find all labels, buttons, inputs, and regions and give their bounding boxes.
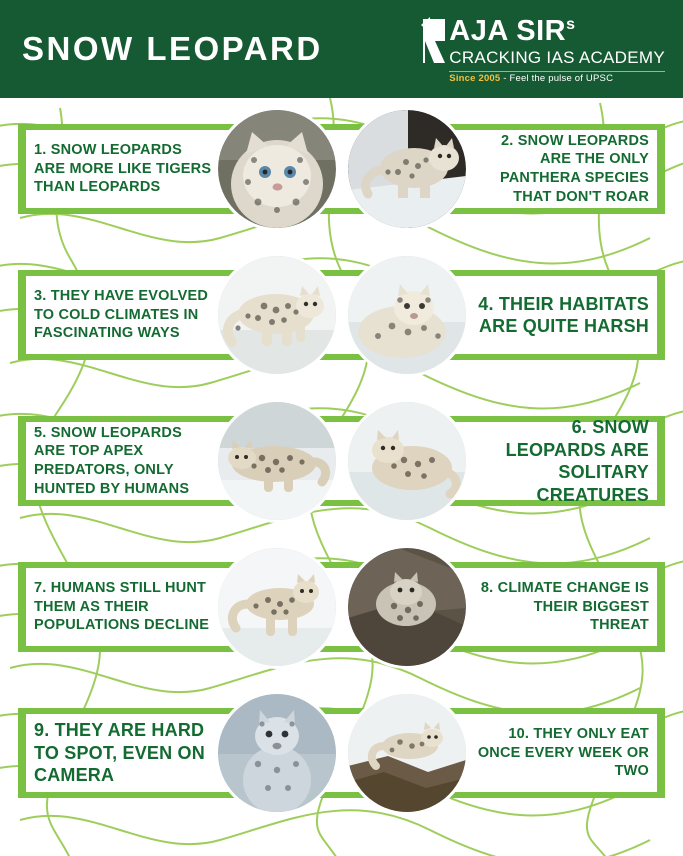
r-arrow-icon	[421, 15, 447, 67]
snow-leopard-on-cliff-photo	[348, 694, 466, 812]
fact-text-3: 3. THEY HAVE EVOLVED TO COLD CLIMATES IN FASCINATING WAYS	[34, 288, 209, 342]
snow-leopard-stalking-photo	[218, 402, 336, 520]
row-photos	[218, 402, 466, 520]
fact-text-1: 1. SNOW LEOPARDS ARE MORE LIKE TIGERS THAN LEOPARDS	[34, 142, 212, 196]
brand-name-main: AJA SIR	[449, 14, 567, 47]
fact-row	[0, 694, 683, 812]
snow-leopard-in-snow-photo	[348, 256, 466, 374]
fact-text-5: 5. SNOW LEOPARDS ARE TOP APEX PREDATORS, ONLY HUNTED BY HUMANS	[34, 424, 190, 497]
fact-text-4: 4. THEIR HABITATS ARE QUITE HARSH	[478, 293, 649, 336]
poster-header	[0, 0, 683, 98]
fact-text-2: 2. SNOW LEOPARDS ARE THE ONLY PANTHERA SPECIES THAT DON'T ROAR	[499, 132, 649, 205]
fact-text-10: 10. THEY ONLY EAT ONCE EVERY WEEK OR TWO	[477, 726, 649, 780]
row-photos	[218, 548, 466, 666]
brand-name-suffix: s	[566, 15, 576, 33]
fact-text-6: 6. SNOW LEOPARDS ARE SOLITARY CREATURES	[505, 417, 649, 505]
facts-list	[0, 98, 683, 812]
brand-logo-text	[449, 15, 665, 84]
fact-row	[0, 402, 683, 520]
facts-area	[0, 98, 683, 856]
fact-text-9: 9. THEY ARE HARD TO SPOT, EVEN ON CAMERA	[34, 720, 205, 786]
page-title: SNOW LEOPARD	[22, 30, 323, 67]
row-photos	[218, 110, 466, 228]
snow-leopard-on-rock-photo	[348, 110, 466, 228]
snow-leopard-cub-photo	[218, 110, 336, 228]
fact-text-7: 7. HUMANS STILL HUNT THEM AS THEIR POPULATIONS DECLINE	[34, 580, 210, 634]
brand-subtitle: CRACKING IAS ACADEMY	[449, 47, 665, 67]
snow-leopard-standing-photo	[218, 548, 336, 666]
snow-leopard-camouflage-photo	[348, 548, 466, 666]
brand-tagline	[449, 71, 665, 84]
fact-text-8: 8. CLIMATE CHANGE IS THEIR BIGGEST THREAT	[480, 580, 649, 634]
fact-row	[0, 548, 683, 666]
row-photos	[218, 694, 466, 812]
fact-row	[0, 256, 683, 374]
brand-name-line	[449, 14, 665, 47]
row-photos	[218, 256, 466, 374]
snow-leopard-walking-photo	[218, 256, 336, 374]
fact-row	[0, 110, 683, 228]
brand-tagline-rest: - Feel the pulse of UPSC	[503, 72, 614, 84]
snow-leopard-resting-photo	[348, 402, 466, 520]
brand-since: Since 2005	[449, 72, 501, 84]
brand-logo	[421, 15, 665, 84]
snow-leopard-closeup-photo	[218, 694, 336, 812]
